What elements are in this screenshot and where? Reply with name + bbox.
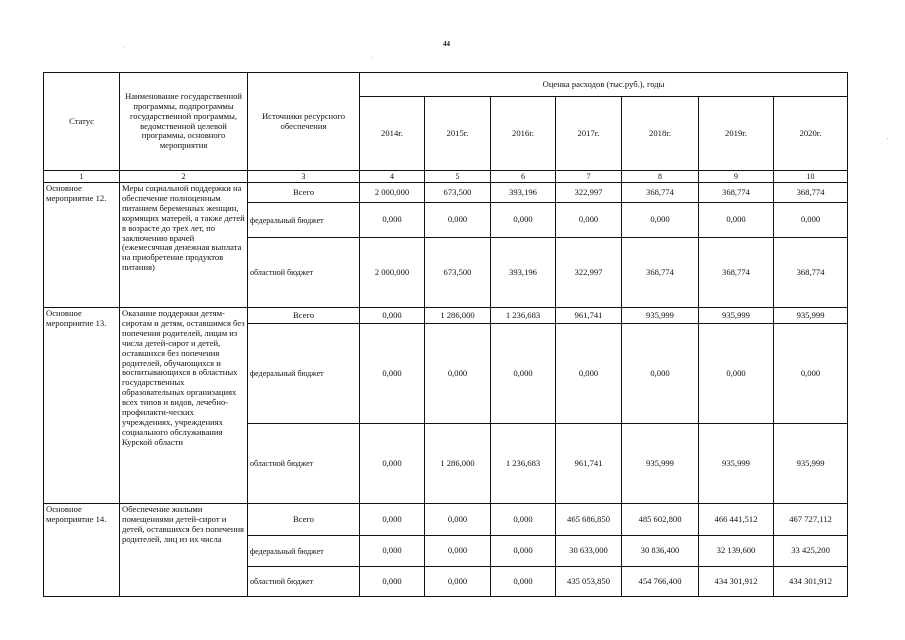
- column-index: 8: [622, 171, 699, 183]
- value-cell: 961,741: [556, 308, 622, 324]
- value-cell: 454 766,400: [622, 567, 699, 597]
- estimate-header: Оценка расходов (тыс.руб.), годы: [360, 73, 848, 97]
- value-cell: 465 686,850: [556, 504, 622, 536]
- value-cell: 434 301,912: [774, 567, 848, 597]
- value-cell: 0,000: [491, 504, 556, 536]
- year-header: 2015г.: [425, 97, 491, 171]
- activity-name: Меры социальной поддержки на обеспечение полноценным питанием беременных женщин, кормящих матерей, а также детей в возрасте до трех лет, по заключению врачей (ежемесячная денежная выплата на приобретение продуктов питания): [120, 183, 248, 308]
- value-cell: 0,000: [491, 203, 556, 238]
- value-cell: 0,000: [360, 308, 425, 324]
- value-cell: 0,000: [491, 324, 556, 424]
- column-index: 3: [248, 171, 360, 183]
- value-cell: 0,000: [491, 567, 556, 597]
- year-header: 2016г.: [491, 97, 556, 171]
- table-row: [44, 308, 848, 324]
- column-index: 9: [699, 171, 774, 183]
- value-cell: 673,500: [425, 183, 491, 203]
- value-cell: 935,999: [699, 308, 774, 324]
- scan-mark: .: [372, 54, 374, 60]
- value-cell: 961,741: [556, 424, 622, 504]
- value-cell: 0,000: [425, 203, 491, 238]
- value-cell: 368,774: [699, 183, 774, 203]
- value-cell: 393,196: [491, 183, 556, 203]
- source-federal: федеральный бюджет: [248, 203, 360, 238]
- value-cell: 0,000: [360, 536, 425, 567]
- scan-mark: .: [124, 44, 126, 50]
- value-cell: 935,999: [622, 424, 699, 504]
- value-cell: 0,000: [360, 567, 425, 597]
- value-cell: 0,000: [425, 324, 491, 424]
- source-regional: областной бюджет: [248, 567, 360, 597]
- value-cell: 0,000: [425, 567, 491, 597]
- value-cell: 368,774: [774, 183, 848, 203]
- value-cell: 0,000: [699, 324, 774, 424]
- resource-table: [43, 72, 848, 597]
- source-total: Всего: [248, 308, 360, 324]
- name-header: Наименование государственной программы, подпрограммы государственной программы, ведомственной целевой программы, основного мероприятия: [120, 73, 248, 171]
- value-cell: 0,000: [360, 324, 425, 424]
- value-cell: 0,000: [774, 203, 848, 238]
- value-cell: 2 000,000: [360, 238, 425, 308]
- activity-name: Оказание поддержки детям-сиротам и детям, оставшимся без попечения родителей, лицам из числа детей-сирот и детей, оставшихся без попечения родителей, обучающихся и воспитывающихся в областных государственных образовательных организациях всех типов и видов, лечебно-профилакти-ческих учреждениях, учреждениях социального обслуживания Курской области: [120, 308, 248, 504]
- value-cell: 935,999: [622, 308, 699, 324]
- value-cell: 393,196: [491, 238, 556, 308]
- value-cell: 322,997: [556, 183, 622, 203]
- source-total: Всего: [248, 504, 360, 536]
- year-header: 2014г.: [360, 97, 425, 171]
- value-cell: 935,999: [774, 424, 848, 504]
- year-header: 2020г.: [774, 97, 848, 171]
- source-federal: федеральный бюджет: [248, 536, 360, 567]
- column-index: 10: [774, 171, 848, 183]
- value-cell: 1 286,000: [425, 424, 491, 504]
- value-cell: 0,000: [425, 504, 491, 536]
- source-federal: федеральный бюджет: [248, 324, 360, 424]
- value-cell: 0,000: [360, 203, 425, 238]
- value-cell: 0,000: [622, 203, 699, 238]
- table-row: [44, 183, 848, 203]
- value-cell: 0,000: [360, 504, 425, 536]
- year-header: 2018г.: [622, 97, 699, 171]
- year-header: 2019г.: [699, 97, 774, 171]
- column-index: 4: [360, 171, 425, 183]
- value-cell: 466 441,512: [699, 504, 774, 536]
- column-index: 7: [556, 171, 622, 183]
- value-cell: 2 000,000: [360, 183, 425, 203]
- value-cell: 435 053,850: [556, 567, 622, 597]
- activity-name: Обеспечение жилыми помещениями детей-сирот и детей, оставшихся без попечения родителей, лиц из их числа: [120, 504, 248, 597]
- column-index: 5: [425, 171, 491, 183]
- status-header: Статус: [44, 73, 120, 171]
- activity-status: Основное мероприятие 12.: [44, 183, 120, 308]
- column-index: 1: [44, 171, 120, 183]
- source-regional: областной бюджет: [248, 238, 360, 308]
- value-cell: 368,774: [622, 183, 699, 203]
- value-cell: 935,999: [699, 424, 774, 504]
- value-cell: 0,000: [491, 536, 556, 567]
- value-cell: 0,000: [360, 424, 425, 504]
- value-cell: 0,000: [774, 324, 848, 424]
- column-index: 2: [120, 171, 248, 183]
- value-cell: 0,000: [425, 536, 491, 567]
- activity-status: Основное мероприятие 13.: [44, 308, 120, 504]
- value-cell: 1 286,000: [425, 308, 491, 324]
- sources-header: Источники ресурсного обеспечения: [248, 73, 360, 171]
- value-cell: 30 633,000: [556, 536, 622, 567]
- value-cell: 1 236,683: [491, 424, 556, 504]
- value-cell: 935,999: [774, 308, 848, 324]
- value-cell: 30 836,400: [622, 536, 699, 567]
- value-cell: 0,000: [556, 324, 622, 424]
- column-index: 6: [491, 171, 556, 183]
- value-cell: 322,997: [556, 238, 622, 308]
- scan-mark: ': [887, 138, 889, 144]
- value-cell: 0,000: [556, 203, 622, 238]
- value-cell: 0,000: [622, 324, 699, 424]
- value-cell: 32 139,600: [699, 536, 774, 567]
- page-number: 44: [443, 40, 450, 48]
- value-cell: 467 727,112: [774, 504, 848, 536]
- value-cell: 368,774: [774, 238, 848, 308]
- column-index-row: [44, 171, 848, 183]
- value-cell: 368,774: [622, 238, 699, 308]
- value-cell: 368,774: [699, 238, 774, 308]
- value-cell: 0,000: [699, 203, 774, 238]
- activity-status: Основное мероприятие 14.: [44, 504, 120, 597]
- table-row: [44, 504, 848, 536]
- value-cell: 33 425,200: [774, 536, 848, 567]
- source-total: Всего: [248, 183, 360, 203]
- value-cell: 673,500: [425, 238, 491, 308]
- year-header: 2017г.: [556, 97, 622, 171]
- source-regional: областной бюджет: [248, 424, 360, 504]
- value-cell: 485 602,800: [622, 504, 699, 536]
- value-cell: 1 236,683: [491, 308, 556, 324]
- value-cell: 434 301,912: [699, 567, 774, 597]
